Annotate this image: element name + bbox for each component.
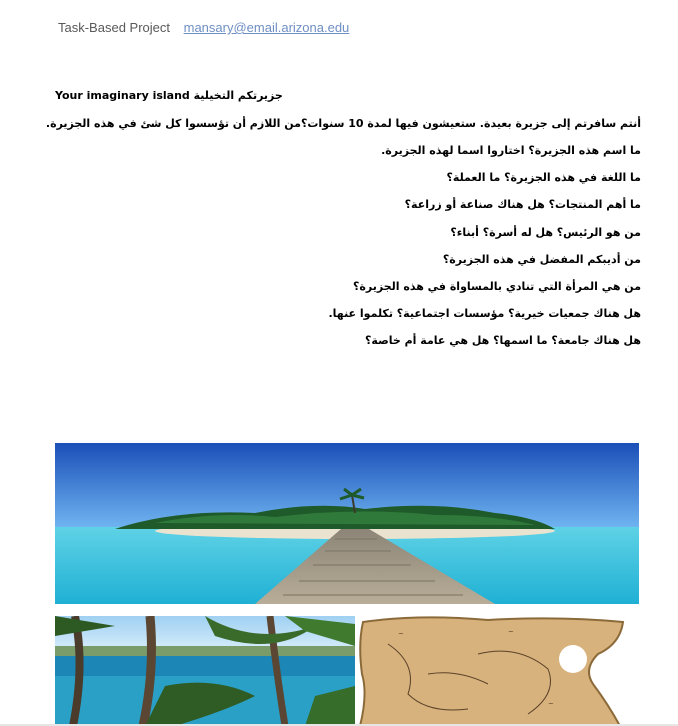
- page-header: [58, 20, 349, 35]
- question-line: من أديبكم المفضل في هذه الجزيرة؟: [442, 253, 641, 266]
- document-title: [55, 89, 283, 102]
- title-arabic: جزيرتكم التخيلية: [193, 89, 283, 102]
- island-pier-image: [55, 443, 639, 604]
- palm-beach-image: [55, 616, 355, 726]
- question-line: ما أهم المنتجات؟ هل هناك صناعة أو زراعة؟: [404, 198, 641, 211]
- svg-text:~: ~: [398, 630, 404, 638]
- email-link[interactable]: mansary@email.arizona.edu: [183, 20, 350, 35]
- question-line: أنتم سافرتم إلى جزيرة بعيدة. ستعيشون فيها لمدة 10 سنوات؟من اللازم أن تؤسسوا كل شئ في هذه الجزيرة.: [45, 117, 641, 130]
- title-english: Your imaginary island: [55, 89, 190, 102]
- question-line: هل هناك جامعة؟ ما اسمها؟ هل هي عامة أم خاصة؟: [365, 334, 641, 347]
- question-line: ما اسم هذه الجزيرة؟ اختاروا اسما لهذه الجزيرة.: [381, 144, 641, 157]
- svg-text:~: ~: [548, 700, 554, 708]
- question-line: ما اللغة في هذه الجزيرة؟ ما العملة؟: [446, 171, 641, 184]
- treasure-map-image: [358, 614, 628, 726]
- question-line: من هو الرئيس؟ هل له أسرة؟ أبناء؟: [450, 226, 641, 239]
- question-line: هل هناك جمعيات خيرية؟ مؤسسات اجتماعية؟ تكلموا عنها.: [328, 307, 641, 320]
- question-line: من هي المرأة التي تنادي بالمساواة في هذه الجزيرة؟: [353, 280, 641, 293]
- svg-text:~: ~: [508, 628, 514, 636]
- project-title: Task-Based Project: [58, 20, 170, 35]
